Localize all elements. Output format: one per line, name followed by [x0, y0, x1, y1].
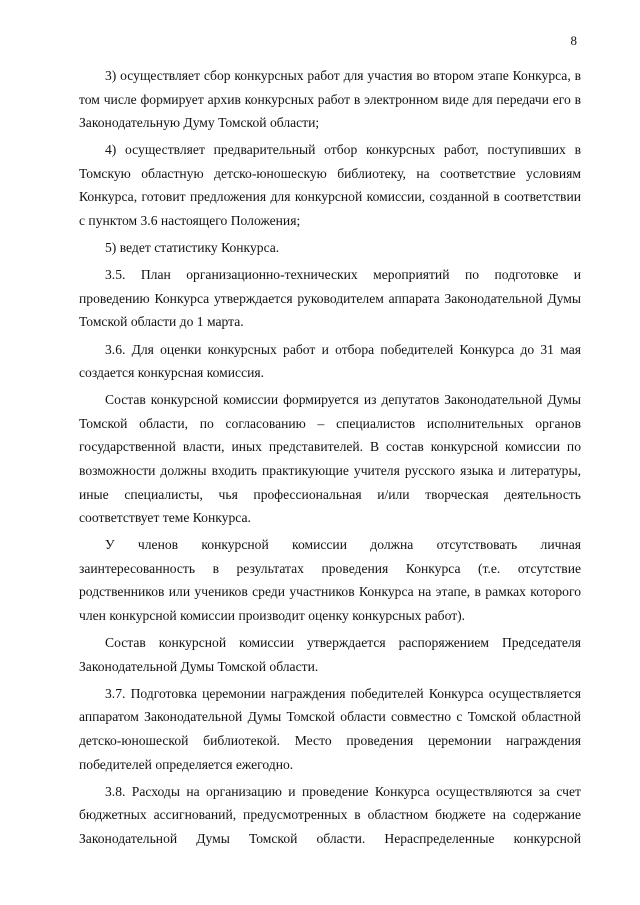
- paragraph-item-4: 4) осуществляет предварительный отбор конкурсных работ, поступивших в Томскую областную детско-юношескую библиотеку, на соответствие условиям Конкурса, готовит предложения для конкурсной комиссии, созданной в соответствии с пунктом 3.6 настоящего Положения;: [79, 142, 581, 229]
- paragraph-commission-approval: Состав конкурсной комиссии утверждается распоряжением Председателя Законодательной Думы Томской области.: [79, 635, 581, 674]
- paragraph-commission-composition: Состав конкурсной комиссии формируется из депутатов Законодательной Думы Томской области, по согласованию – специалистов исполнительных органов государственной власти, иных представителей. В состав конкурсной комиссии по возможности должны входить практикующие учителя русского языка и литературы, иные специалисты, чья профессиональная и/или творческая деятельность соответствует теме Конкурса.: [79, 392, 581, 526]
- paragraph-3-6: 3.6. Для оценки конкурсных работ и отбора победителей Конкурса до 31 мая создается конкурсная комиссия.: [79, 341, 581, 381]
- paragraph-3-8: 3.8. Расходы на организацию и проведение Конкурса осуществляются за счет бюджетных ассигнований, предусмотренных в областном бюджете на содержание Законодательной Думы Томской области. Нераспределенные конкурсной: [79, 783, 581, 846]
- paragraph-3-7: 3.7. Подготовка церемонии награждения победителей Конкурса осуществляется аппаратом Законодательной Думы Томской области совместно с Томской областной детско-юношеской библиотекой. Место проведения церемонии награждения победителей определяется ежегодно.: [79, 685, 581, 772]
- paragraph-item-5: 5) ведет статистику Конкурса.: [105, 240, 280, 256]
- document-body: [79, 64, 581, 854]
- paragraph-item-3: 3) осуществляет сбор конкурсных работ для участия во втором этапе Конкурса, в том числе формирует архив конкурсных работ в электронном виде для передачи его в Законодательную Думу Томской области;: [79, 68, 581, 131]
- paragraph-3-5: 3.5. План организационно-технических мероприятий по подготовке и проведению Конкурса утверждается руководителем аппарата Законодательной Думы Томской области до 1 марта.: [79, 267, 581, 330]
- paragraph-conflict-of-interest: У членов конкурсной комиссии должна отсутствовать личная заинтересованность в результатах проведения Конкурса (т.е. отсутствие родственников или учеников среди участников Конкурса на этапе, в рамках которого член конкурсной комиссии производит оценку конкурсных работ).: [79, 537, 581, 624]
- page-number: 8: [570, 33, 577, 48]
